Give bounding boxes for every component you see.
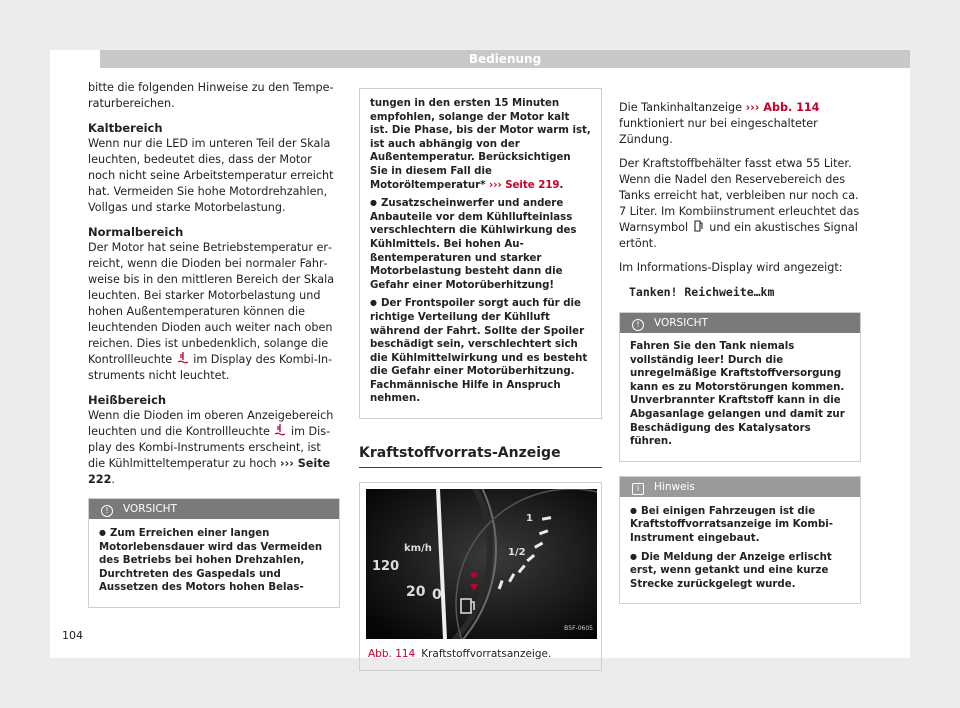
column-left	[88, 80, 340, 608]
vorsicht-header-right	[620, 313, 860, 333]
hinweis-bullet-1: ● Bei einigen Fahrzeugen ist die Kraftstoffvorratsanzeige im Kombi-Instrument eingebaut.	[630, 504, 850, 546]
hinweis-body	[620, 497, 860, 604]
column-right	[619, 100, 861, 604]
manual-page	[50, 50, 910, 661]
heiss-text-a: Wenn die Dioden im oberen Anzeigebereich leuchten und die Kontrollleuchte	[88, 409, 334, 438]
coolant-warning-icon	[275, 424, 285, 436]
column-middle	[359, 88, 602, 671]
tank-text-3: Im Informations-Display wird angezeigt:	[619, 261, 843, 274]
figure-114	[359, 482, 602, 671]
tank-text-1	[619, 100, 861, 148]
normal-text	[88, 240, 340, 384]
vorsicht-bullet-2: ● Zusatzscheinwerfer und andere Anbauteile vor dem Kühllufteinlass verschlechtern die Kühlwirkung des Kühlmittels. Bei hohen Außentemperaturen und starker Motorbelastung besteht dann die Gefahr einer Motorüberhitzung!	[370, 196, 591, 292]
hinweis-box	[619, 476, 861, 605]
intro-text: bitte die folgenden Hinweise zu den Temperaturbereichen.	[88, 81, 334, 110]
normal-heading: Normalbereich	[88, 225, 184, 239]
vorsicht-body	[89, 519, 339, 607]
kraftstoff-heading: Kraftstoffvorrats-Anzeige	[359, 445, 602, 468]
hinweis-header	[620, 477, 860, 497]
coolant-warning-icon	[178, 352, 188, 364]
normal-text-b: im Display des Kombi-Instruments nicht leuchtet.	[88, 353, 333, 382]
vorsicht-cont-text-a: tungen in den ersten 15 Minuten empfohlen, solange der Motor kalt ist. Die Phase, bis der Motor warm ist, ist auch abhängig von der Außentemperatur. Berücksichtigen Sie in diesem Fall die Motoröltemperatur*	[370, 98, 591, 191]
kalt-heading: Kaltbereich	[88, 121, 163, 135]
page-219-link[interactable]: ››› Seite 219	[489, 179, 560, 191]
gauge-tick-120: 120	[372, 559, 400, 575]
tank-text-1-b: funktioniert nur bei eingeschalteter Zündung.	[619, 117, 818, 146]
caution-icon: !	[632, 319, 644, 331]
vorsicht-continued-body	[360, 89, 601, 418]
gauge-unit-label: km/h	[404, 543, 432, 555]
section-header: Bedienung	[100, 50, 910, 68]
vorsicht-right-text: Fahren Sie den Tank niemals vollständig leer! Durch die unregelmäßige Kraftstoffversorgung kann es zu Motorstörungen kommen. Unverbrannter Kraftstoff kann in die Abgasanlage gelangen und damit zur Beschädigung des Katalysators führen.	[630, 341, 845, 448]
fuel-gauge-image	[366, 489, 597, 639]
tank-text-2-b: und ein akustisches Signal ertönt.	[619, 221, 858, 250]
vorsicht-box-continued	[359, 88, 602, 419]
abb-114-link[interactable]: ››› Abb. 114	[745, 101, 820, 114]
heiss-text	[88, 408, 340, 488]
figure-caption-text: Kraftstoffvorratsanzeige.	[421, 648, 552, 661]
heiss-heading: Heißbereich	[88, 393, 167, 407]
heiss-text-b: im Display des Kombi-Instruments erscheint, ist die Kühlmitteltemperatur zu hoch	[88, 425, 331, 470]
kalt-text: Wenn nur die LED im unteren Teil der Skala leuchten, bedeutet dies, dass der Motor noch nicht seine Arbeitstemperatur erreicht hat. Vermeiden Sie hohe Motordrehzahlen, Vollgas und starke Motorbelastung.	[88, 137, 334, 214]
fuel-pump-icon	[694, 220, 704, 232]
figure-caption	[366, 639, 595, 664]
info-icon: i	[632, 483, 644, 495]
vorsicht-cont-text-end: .	[559, 179, 564, 191]
gauge-tick-20: 20	[406, 584, 426, 601]
vorsicht-bullet-3: ● Der Frontspoiler sorgt auch für die richtige Verteilung der Kühlluft während der Fahrt. Sollte der Spoiler beschädigt sein, verschlechtert sich die Kühlmittelwirkung und es besteht die Gefahr einer Motorüberhitzung. Fachmännische Hilfe in Anspruch nehmen.	[370, 296, 591, 406]
vorsicht-title-right: VORSICHT	[654, 317, 708, 329]
tank-text-2-a: Der Kraftstoffbehälter fasst etwa 55 Liter. Wenn die Nadel den Reservebereich des Tanks erreicht hat, verbleiben nur noch ca. 7 Liter. Im Kombiinstrument erleuchtet das Warnsymbol	[619, 157, 860, 234]
figure-label: Abb. 114	[368, 648, 416, 661]
heiss-text-end: .	[111, 473, 115, 486]
gauge-code: B5F-0605	[564, 625, 593, 633]
vorsicht-header	[89, 499, 339, 519]
tank-text-2	[619, 156, 861, 252]
vorsicht-bullet: ● Zum Erreichen einer langen Motorlebensdauer wird das Vermeiden des Betriebs bei hohen Drehzahlen, Durchtreten des Gaspedals und Aussetzen des Motors hohen Belas-	[99, 526, 329, 595]
gauge-full-mark: 1	[526, 513, 533, 525]
vorsicht-cont-text	[370, 97, 591, 192]
normal-text-a: Der Motor hat seine Betriebstemperatur erreicht, wenn die Dioden bei normaler Fahrweise bis in den mittleren Bereich der Skala leuchten. Bei starker Motorbelastung und hohen Außentemperaturen können die leuchtenden Dioden auch weiter nach oben reichen. Dies ist unbedenklich, solange die Kontrollleuchte	[88, 241, 335, 366]
vorsicht-box-right	[619, 312, 861, 462]
hinweis-bullet-2: ● Die Meldung der Anzeige erlischt erst, wenn getankt und eine kurze Strecke zurückgelegt wurde.	[630, 550, 850, 592]
vorsicht-body-right	[620, 333, 860, 461]
vorsicht-box-left	[88, 498, 340, 608]
tank-text-1-a: Die Tankinhaltanzeige	[619, 101, 746, 114]
gauge-half-mark: 1/2	[508, 547, 526, 559]
display-message: Tanken! Reichweite…km	[629, 285, 775, 299]
vorsicht-title: VORSICHT	[123, 503, 177, 515]
page-number: 104	[62, 629, 83, 642]
hinweis-title: Hinweis	[654, 480, 695, 493]
caution-icon: !	[101, 505, 113, 517]
gauge-tick-0: 0	[432, 587, 442, 604]
page-222-link[interactable]: ››› Seite 222	[88, 457, 331, 486]
